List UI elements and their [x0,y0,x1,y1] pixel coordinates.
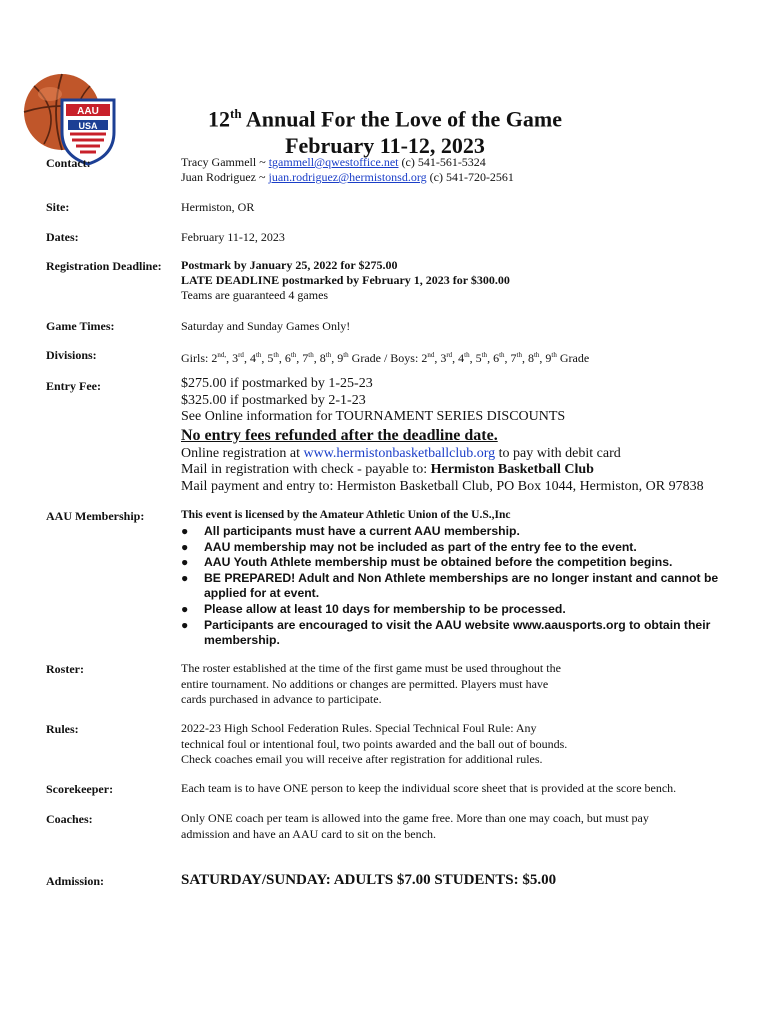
registration-line-3: Teams are guaranteed 4 games [181,288,329,302]
club-website-link[interactable]: www.hermistonbasketballclub.org [303,445,496,461]
girls-grade-6: 6th [284,351,297,365]
aau-requirement-item [181,571,726,602]
bullet-icon: ● [181,524,189,538]
girls-grade-4: 4th [249,351,262,365]
scorekeeper-value: Each team is to have ONE person to keep the individual score sheet that is provided at the score bench. [181,781,677,795]
aau-usa-basketball-logo [22,70,116,166]
aau-requirement-text: BE PREPARED! Adult and Non Athlete memberships are no longer instant and cannot be applied for at event. [204,570,719,601]
aau-requirement-item [181,602,726,618]
boys-grade-4: 4th [458,351,470,365]
contact-line-2: Juan Rodriguez ~ juan.rodriguez@hermistonsd.org (c) 541-720-2561 [181,170,514,184]
girls-grade-7: 7th [302,351,314,365]
online-registration: Online registration at www.hermistonbasketballclub.org to pay with debit card [181,445,621,461]
bullet-icon: ● [181,539,189,554]
boys-grade-3: 3rd [440,351,453,365]
aau-requirement-item [181,618,726,649]
aau-requirement-text: AAU Youth Athlete membership must be obtained before the competition begins. [204,555,673,570]
scorekeeper-label: Scorekeeper: [46,782,114,796]
aau-requirements-list [181,524,726,649]
rules-label: Rules: [46,722,79,736]
boys-grade-2: 2nd [421,351,435,365]
admission-label: Admission: [46,874,105,888]
entry-fee-value [181,376,704,495]
aau-requirement-text: Please allow at least 10 days for membership to be processed. [204,601,566,616]
entry-fee-line-2: $325.00 if postmarked by 2-1-23 [181,392,366,408]
aau-requirement-text: All participants must have a current AAU membership. [204,524,520,538]
contact-email-link-1[interactable]: tgammell@qwestoffice.net [268,155,399,169]
aau-license-heading: This event is licensed by the Amateur Athletic Union of the U.S.,Inc [181,509,511,521]
aau-membership-label: AAU Membership: [46,509,145,523]
girls-grade-9: 9th [337,351,349,365]
boys-grade-9: 9th [545,351,557,365]
aau-requirement-item [181,524,726,540]
boys-grade-6: 6th [493,351,505,365]
logo-text-usa: USA [78,121,98,131]
mail-registration: Mail in registration with check - payable to: Hermiston Basketball Club [181,462,594,477]
girls-grades: $2^{nd,}$, 3rd, 4th, 5th, 6th, 7th, 8th, 9th [211,351,349,365]
girls-grade-5: 5th [267,351,279,365]
mail-address: Mail payment and entry to: Hermiston Basketball Club, PO Box 1044, Hermiston, OR 97838 [181,478,704,494]
registration-value [181,258,510,303]
registration-line-1: Postmark by January 25, 2022 for $275.00 [181,258,398,272]
bullet-icon: ● [181,601,189,616]
contact-label: Contact: [46,156,91,170]
roster-value: The roster established at the time of the first game must be used throughout the entire tournament. No additions or changes are permitted. Players must have cards purchased in advance to participate. [181,661,561,707]
contact-value [181,155,514,185]
entry-fee-label: Entry Fee: [46,379,101,393]
registration-line-2: LATE DEADLINE postmarked by February 1, 2023 for $300.00 [181,273,510,287]
contact-email-link-2[interactable]: juan.rodriguez@hermistonsd.org [268,170,427,184]
refund-notice: No entry fees refunded after the deadline date. [181,426,498,444]
rules-value: 2022-23 High School Federation Rules. Special Technical Foul Rule: Any technical foul or intentional foul, two points awarded and the ball out of bounds. Check coaches email you will receive after registration for additional rules. [181,721,568,767]
roster-label: Roster: [46,662,84,676]
coaches-label: Coaches: [46,812,93,826]
boys-grade-7: 7th [510,351,522,365]
boys-grades: 2nd, 3rd, 4th, 5th, 6th, 7th, 8th, 9th [421,351,557,365]
site-value: Hermiston, OR [181,200,255,214]
aau-requirement-item [181,555,726,571]
registration-label: Registration Deadline: [46,259,162,273]
divisions-label: Divisions: [46,348,97,362]
boys-grade-8: 8th [527,351,540,365]
dates-label: Dates: [46,230,79,244]
dates-value: February 11-12, 2023 [181,230,285,244]
entry-fee-line-3: See Online information for TOURNAMENT SERIES DISCOUNTS [181,409,566,424]
bullet-icon: ● [181,617,189,632]
entry-fee-line-1: $275.00 if postmarked by 1-25-23 [181,376,373,391]
bullet-icon: ● [181,570,189,585]
document-title [160,100,610,159]
divisions-value: Girls: $2^{nd,}$, 3rd, 4th, 5th, 6th, 7th, 8th, 9th Grade / Boys: 2nd, 3rd, 4th, 5th, 6th, 7th, 8th, 9th Grade [181,351,590,365]
title-line: 12th Annual For the Love of the Game [208,106,562,132]
boys-grade-5: 5th [475,351,488,365]
aau-requirement-text: Participants are encouraged to visit the AAU website www.aausports.org to obtain their membership. [204,617,711,648]
girls-grade-2: $2^{nd,}$ [211,351,227,365]
girls-grade-3: 3rd [232,351,244,365]
coaches-value: Only ONE coach per team is allowed into the game free. More than one may coach, but must pay admission and have an AAU card to sit on the bench. [181,811,649,841]
aau-requirement-text: AAU membership may not be included as part of the entry fee to the event. [204,539,637,554]
game-times-label: Game Times: [46,319,115,333]
site-label: Site: [46,200,70,214]
aau-requirement-item [181,540,726,556]
girls-grade-8: 8th [319,351,332,365]
bullet-icon: ● [181,555,189,570]
game-times-value: Saturday and Sunday Games Only! [181,319,351,333]
contact-line-1: Tracy Gammell ~ tgammell@qwestoffice.net (c) 541-561-5324 [181,155,486,169]
admission-value: SATURDAY/SUNDAY: ADULTS $7.00 STUDENTS: $5.00 [181,872,557,888]
logo-text-aau: AAU [77,106,99,117]
title-dates: February 11-12, 2023 [285,133,485,159]
